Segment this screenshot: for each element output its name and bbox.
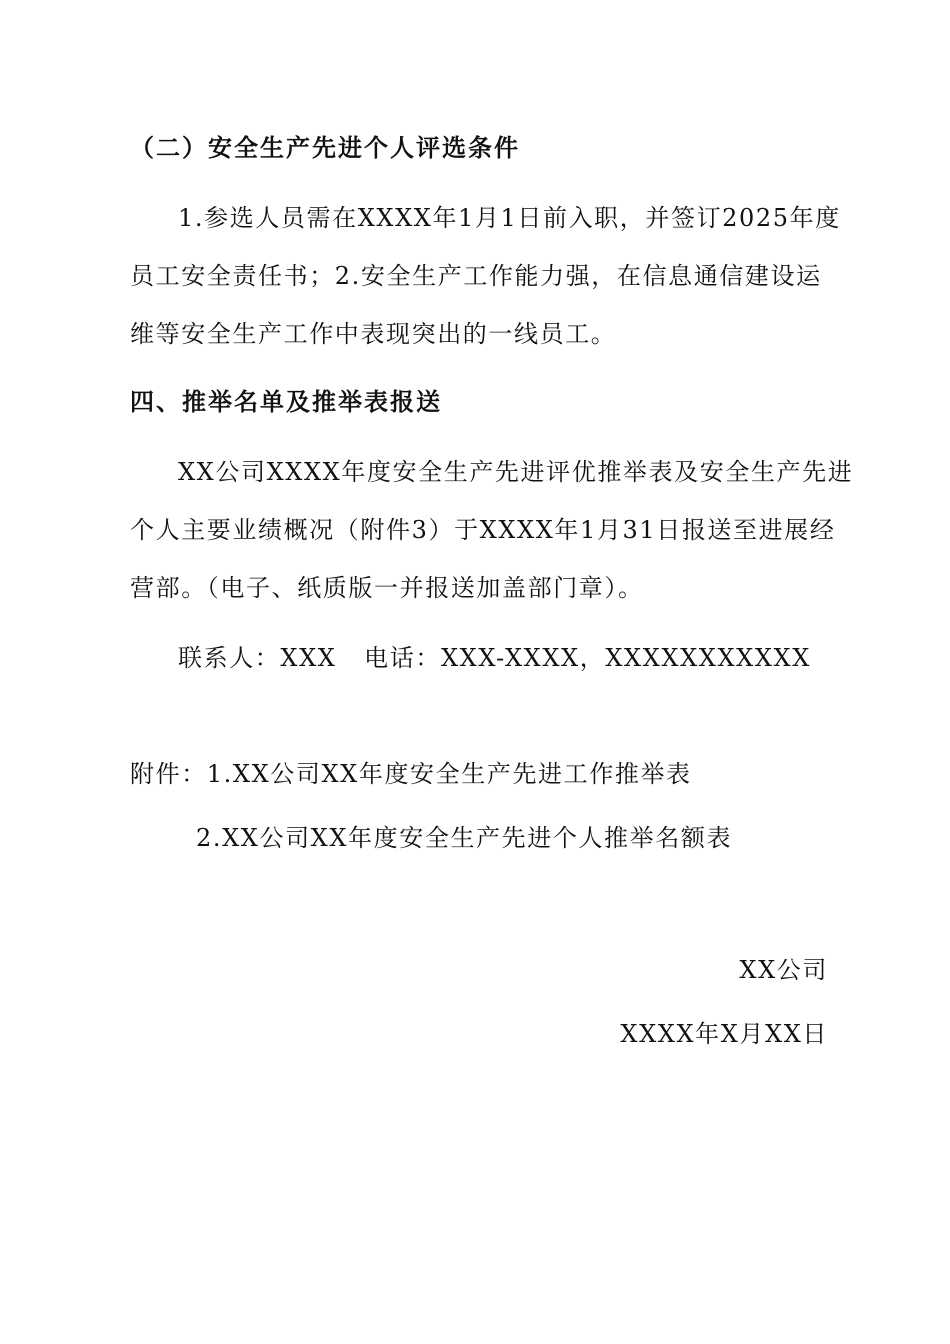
signature-company: XX公司 [739,956,828,984]
section-two-heading: （二）安全生产先进个人评选条件 [130,134,520,162]
attachment-line-2: 2.XX公司XX年度安全生产先进个人推举名额表 [196,824,733,852]
section-four-paragraph-line-2: 个人主要业绩概况（附件3）于XXXX年1月31日报送至进展经 [130,516,836,544]
section-four-paragraph-line-1: XX公司XXXX年度安全生产先进评优推举表及安全生产先进 [178,458,854,486]
signature-date: XXXX年X月XX日 [620,1020,828,1048]
section-four-heading: 四、推举名单及推举表报送 [130,388,442,416]
section-two-paragraph-line-3: 维等安全生产工作中表现突出的一线员工。 [130,320,617,348]
section-four-paragraph-line-3: 营部。（电子、纸质版一并报送加盖部门章）。 [130,574,644,602]
attachment-line-1: 附件：1.XX公司XX年度安全生产先进工作推举表 [130,760,692,788]
contact-line: 联系人：XXX 电话：XXX-XXXX，XXXXXXXXXXX [178,644,811,672]
section-two-paragraph-line-1: 1.参选人员需在XXXX年1月1日前入职，并签订2025年度 [178,204,841,232]
section-two-paragraph-line-2: 员工安全责任书；2.安全生产工作能力强，在信息通信建设运 [130,262,822,290]
